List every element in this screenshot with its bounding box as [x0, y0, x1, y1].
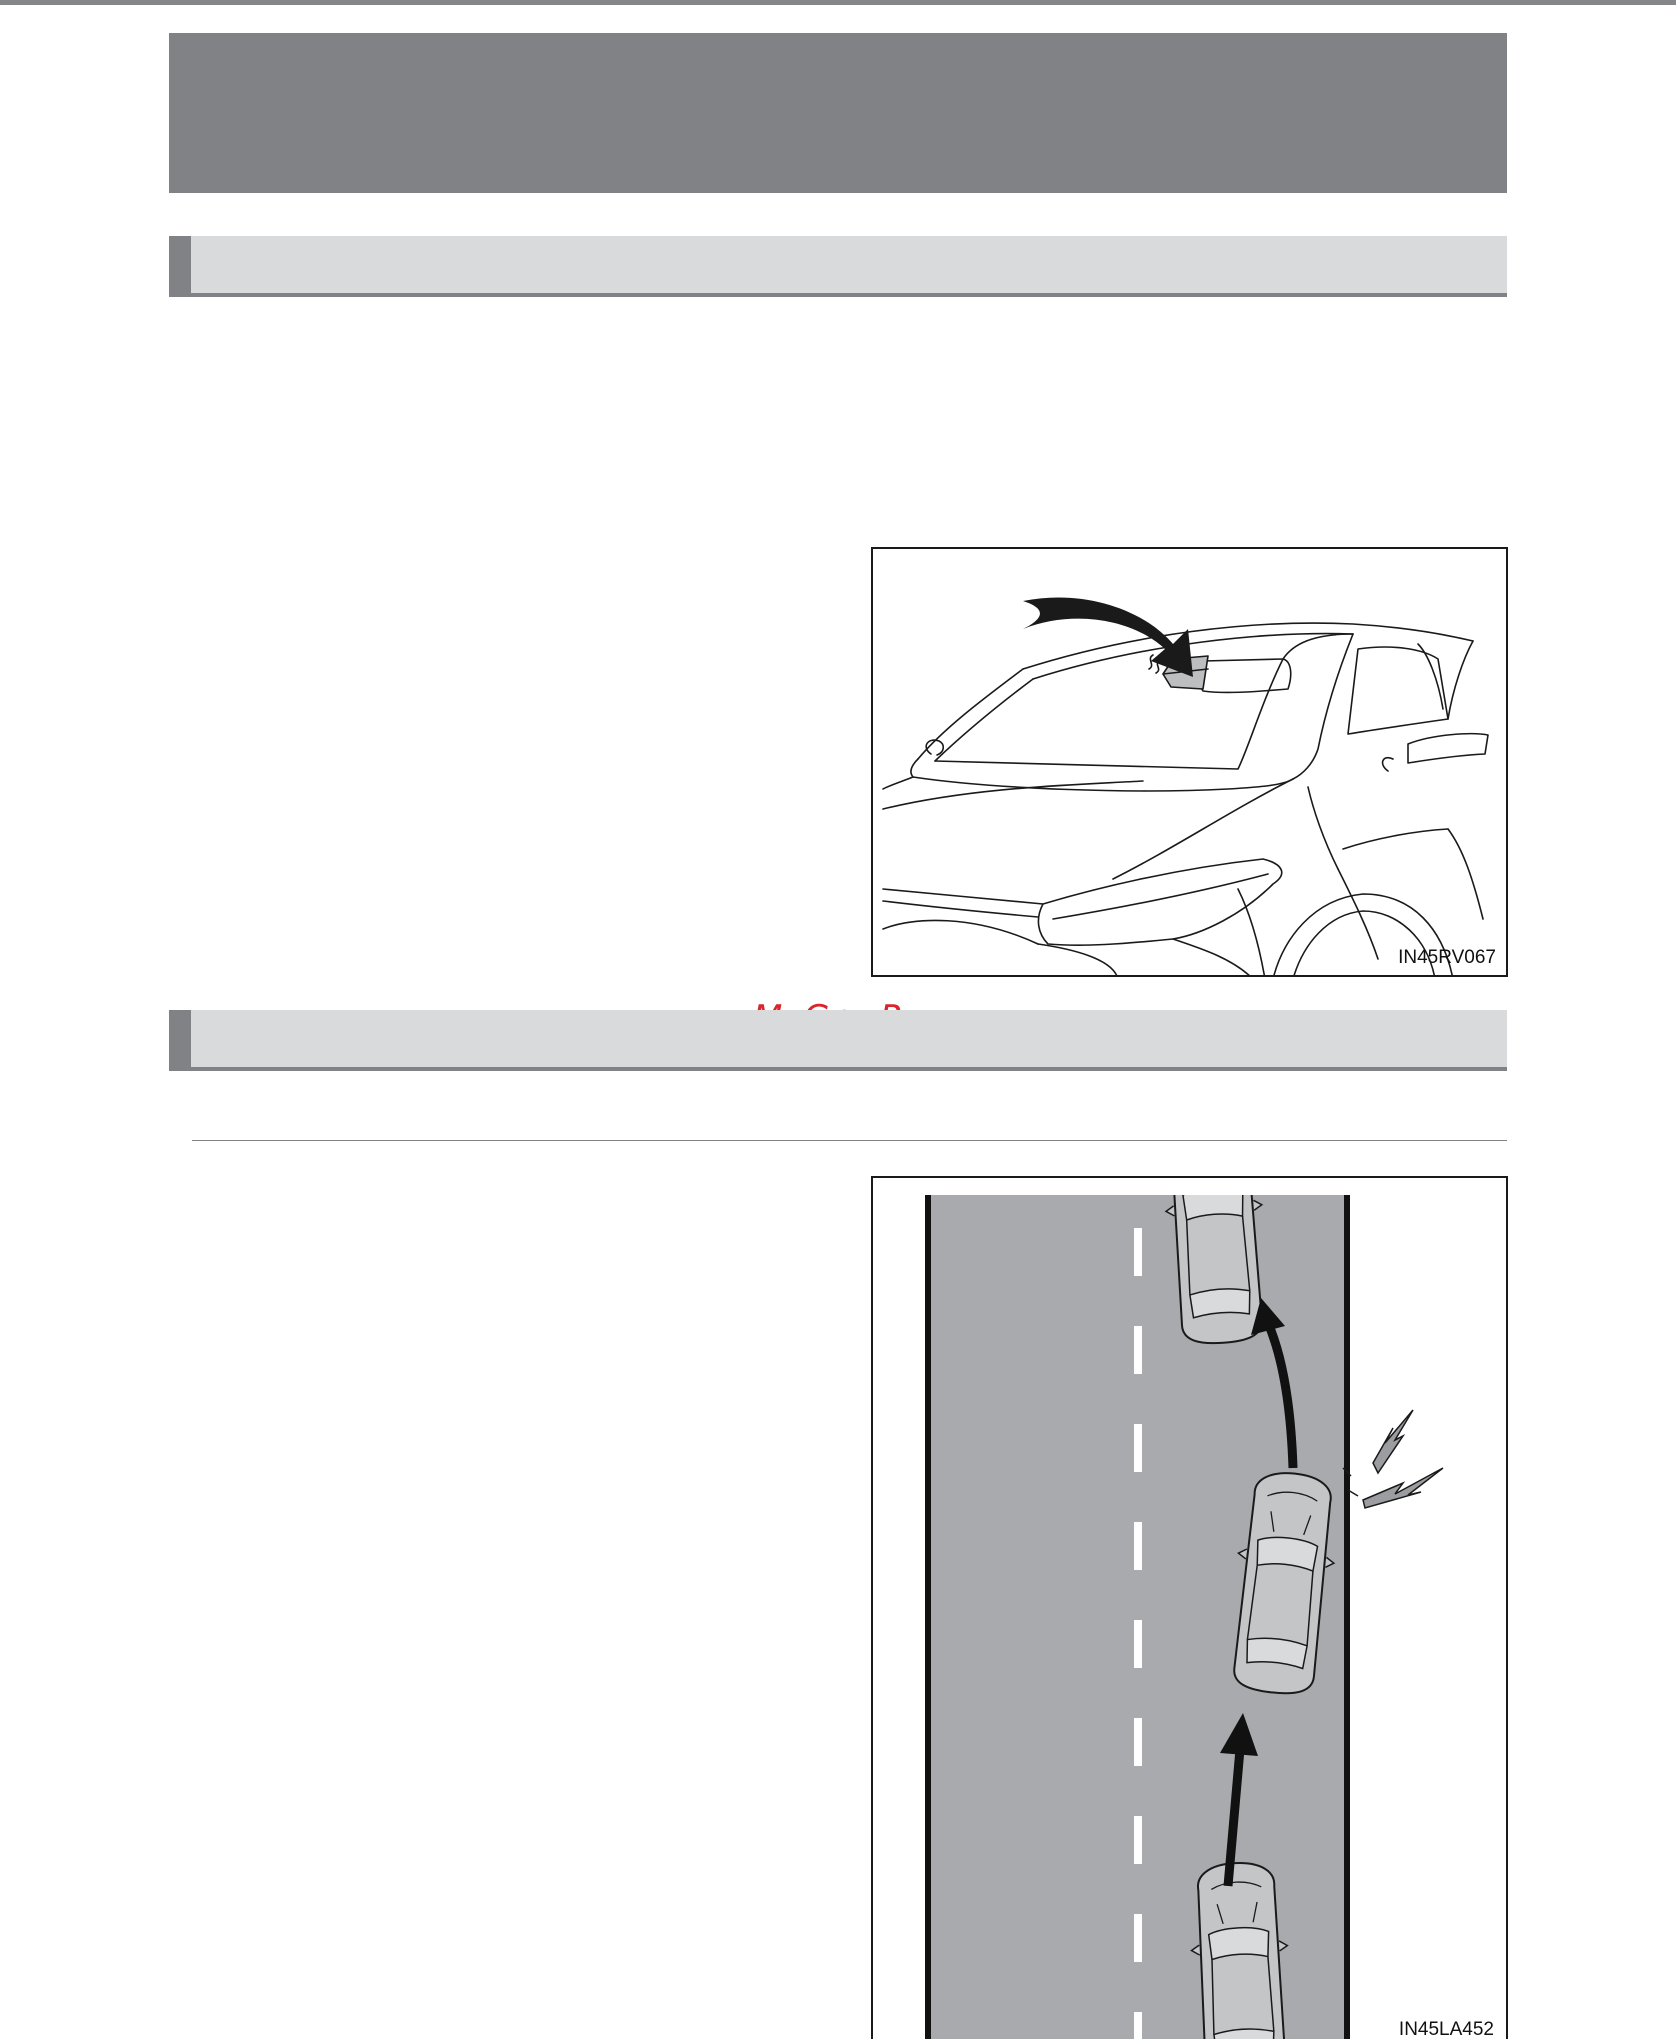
section-accent [169, 1010, 191, 1068]
figure-code: IN45RV067 [1398, 947, 1496, 968]
section-underline [169, 293, 1507, 297]
lane-departure-icon [873, 1178, 1508, 2039]
section-header-bar-2 [169, 1010, 1507, 1068]
lane-departure-figure [871, 1176, 1508, 2039]
section-underline [169, 1067, 1507, 1071]
section-accent [169, 236, 191, 294]
windshield-camera-figure [871, 547, 1508, 977]
windshield-camera-icon [873, 549, 1508, 977]
top-rule [0, 0, 1676, 5]
chapter-title-band [169, 33, 1507, 193]
subsection-rule [192, 1140, 1507, 1141]
figure-code: IN45LA452 [1398, 2019, 1494, 2039]
section-header-bar-1 [169, 236, 1507, 294]
